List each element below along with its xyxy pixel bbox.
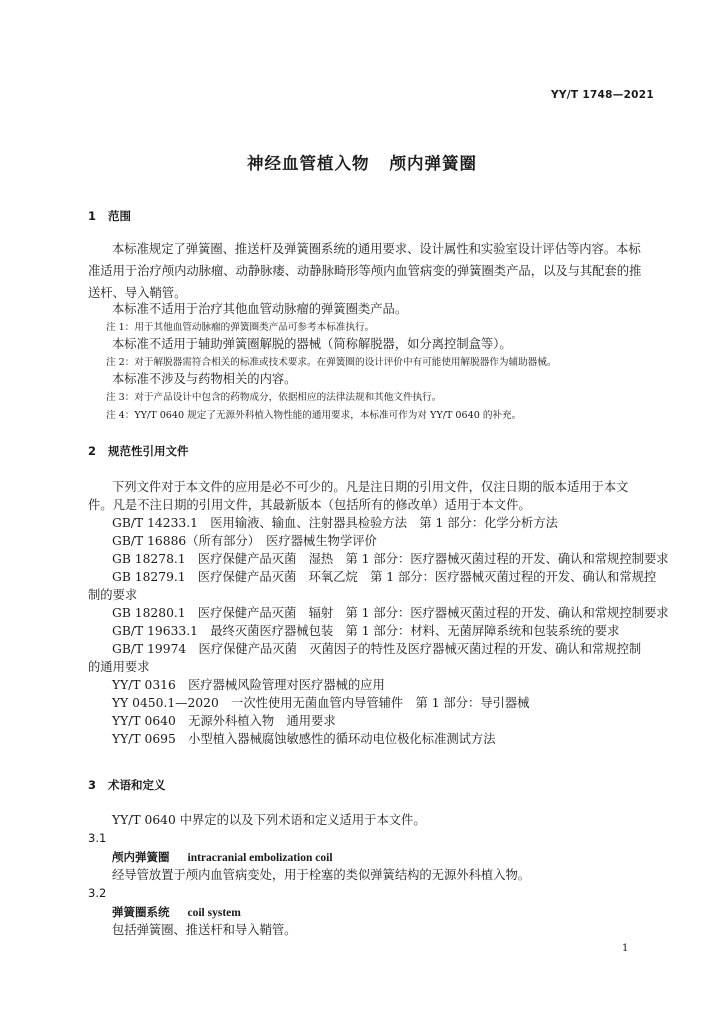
section-title: 术语和定义: [108, 778, 166, 792]
paragraph-line: 下列文件对于本文件的应用是必不可少的。凡是注日期的引用文件，仅注日期的版本适用于本文: [112, 480, 629, 494]
term-chinese: 颅内弹簧圈: [112, 850, 170, 864]
reference-item-continuation: 制的要求: [88, 588, 138, 602]
reference-item: GB/T 16886（所有部分） 医疗器械生物学评价: [112, 534, 377, 548]
reference-item: GB/T 14233.1 医用输液、输血、注射器具检验方法 第 1 部分：化学分析方法: [112, 516, 558, 530]
note: 注 4：YY/T 0640 规定了无源外科植入物性能的通用要求，本标准可作为对 YY/T 0640 的补充。: [106, 410, 522, 421]
paragraph: 本标准不适用于治疗其他血管动脉瘤的弹簧圈类产品。: [112, 302, 408, 316]
section-1-heading: [88, 208, 658, 224]
term-english: coil system: [187, 907, 241, 919]
reference-item: GB 18279.1 医疗保健产品灭菌 环氧乙烷 第 1 部分：医疗器械灭菌过程的开发、确认和常规控: [112, 570, 657, 584]
note: 注 2：对于解脱器需符合相关的标准或技术要求。在弹簧圈的设计评价中有可能使用解脱器作为辅助器械。: [106, 357, 557, 368]
paragraph: YY/T 0640 中界定的以及下列术语和定义适用于本文件。: [112, 813, 426, 827]
paragraph-line: 件。凡是不注日期的引用文件，其最新版本（包括所有的修改单）适用于本文件。: [88, 498, 531, 512]
reference-item-continuation: 的通用要求: [88, 660, 150, 674]
paragraph: 本标准不适用于辅助弹簧圈解脱的器械（简称解脱器，如分离控制盒等）。: [112, 337, 512, 351]
section-title: 范围: [108, 209, 131, 223]
note: 注 3：对于产品设计中包含的药物成分，依据相应的法律法规和其他文件执行。: [106, 392, 442, 403]
term-definition: 经导管放置于颅内血管病变处，用于栓塞的类似弹簧结构的无源外科植入物。: [112, 868, 531, 882]
term-heading: [112, 849, 658, 866]
term-number: 3.2: [88, 886, 107, 900]
paragraph-line: 准适用于治疗颅内动脉瘤、动静脉瘘、动静脉畸形等颅内血管病变的弹簧圈类产品，以及与其配套的推: [88, 264, 642, 278]
title-part-2: 颅内弹簧圈: [389, 154, 477, 173]
page-number: 1: [622, 943, 629, 954]
term-english: intracranial embolization coil: [187, 852, 333, 864]
reference-item: GB 18280.1 医疗保健产品灭菌 辐射 第 1 部分：医疗器械灭菌过程的开发、确认和常规控制要求: [112, 606, 669, 620]
paragraph-line: 本标准规定了弹簧圈、推送杆及弹簧圈系统的通用要求、设计属性和实验室设计评估等内容。本标: [112, 242, 641, 256]
section-title: 规范性引用文件: [108, 444, 189, 458]
term-heading: [112, 904, 658, 921]
section-2-heading: [88, 443, 658, 459]
term-number: 3.1: [88, 831, 107, 845]
reference-item: GB/T 19974 医疗保健产品灭菌 灭菌因子的特性及医疗器械灭菌过程的开发、确认和常规控制: [112, 642, 642, 656]
standard-code: YY/T 1748—2021: [550, 89, 654, 101]
note: 注 1：用于其他血管动脉瘤的弹簧圈类产品可参考本标准执行。: [106, 322, 375, 333]
paragraph: 本标准不涉及与药物相关的内容。: [112, 372, 297, 386]
reference-item: GB 18278.1 医疗保健产品灭菌 湿热 第 1 部分：医疗器械灭菌过程的开发、确认和常规控制要求: [112, 552, 669, 566]
title-part-1: 神经血管植入物: [247, 154, 370, 173]
reference-item: YY/T 0640 无源外科植入物 通用要求: [112, 714, 336, 728]
section-3-heading: [88, 777, 658, 793]
paragraph-line: 送杆、导入鞘管。: [88, 286, 187, 300]
section-number: 1: [88, 209, 97, 223]
reference-item: YY 0450.1—2020 一次性使用无菌血管内导管辅件 第 1 部分：导引器械: [112, 696, 530, 710]
section-number: 2: [88, 444, 97, 458]
term-chinese: 弹簧圈系统: [112, 905, 170, 919]
reference-item: GB/T 19633.1 最终灭菌医疗器械包装 第 1 部分：材料、无菌屏障系统和包装系统的要求: [112, 624, 620, 638]
reference-item: YY/T 0695 小型植入器械腐蚀敏感性的循环动电位极化标准测试方法: [112, 732, 496, 746]
term-definition: 包括弹簧圈、推送杆和导入鞘管。: [112, 923, 297, 937]
section-number: 3: [88, 778, 97, 792]
reference-item: YY/T 0316 医疗器械风险管理对医疗器械的应用: [112, 678, 385, 692]
